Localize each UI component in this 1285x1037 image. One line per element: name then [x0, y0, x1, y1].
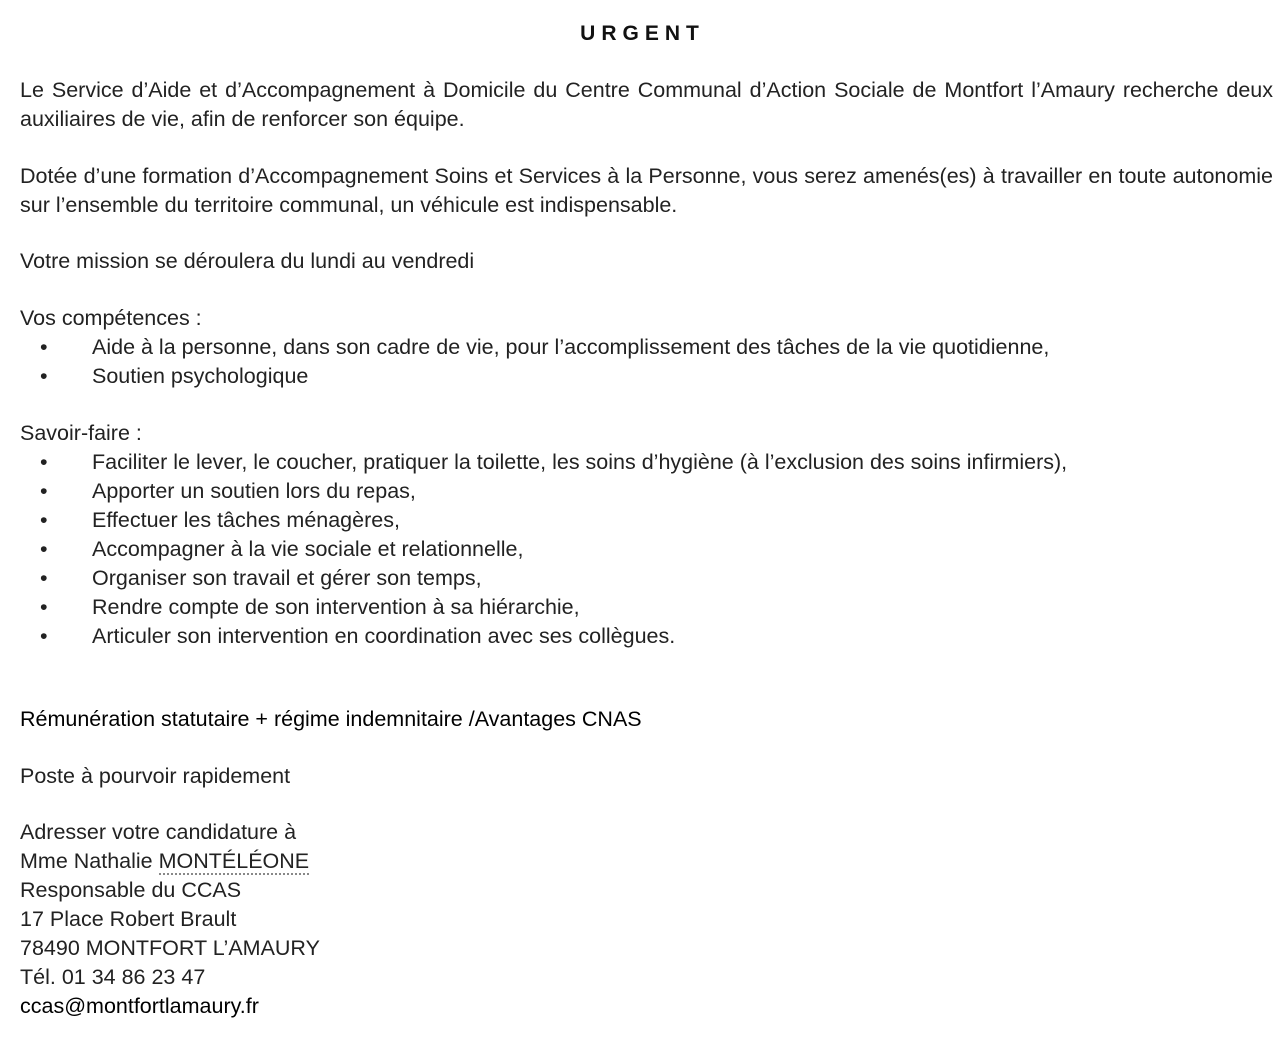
document-title: URGENT [580, 22, 705, 45]
bullet-icon: • [40, 508, 48, 532]
contact-block [20, 818, 1273, 1021]
contact-name: Mme Nathalie MONTÉLÉONE [20, 849, 310, 873]
list-item: • Effectuer les tâches ménagères, [20, 506, 1273, 535]
contact-email[interactable]: ccas@montfortlamaury.fr [20, 994, 259, 1018]
savoir-faire-heading: Savoir-faire : [20, 421, 142, 445]
bullet-icon: • [40, 450, 48, 474]
bullet-icon: • [40, 335, 48, 359]
skills-heading: Vos compétences : [20, 306, 202, 330]
list-item: • Aide à la personne, dans son cadre de vie, pour l’accomplissement des tâches de la vie quotidienne, [20, 333, 1273, 362]
bullet-icon: • [40, 364, 48, 388]
bullet-icon: • [40, 595, 48, 619]
contact-surname: MONTÉLÉONE [158, 849, 310, 873]
skills-list [20, 333, 1273, 391]
list-item: • Accompagner à la vie sociale et relationnelle, [20, 535, 1273, 564]
savoir-faire-list [20, 448, 1273, 651]
mission-paragraph: Votre mission se déroulera du lundi au vendredi [20, 249, 475, 273]
training-paragraph: Dotée d’une formation d’Accompagnement Soins et Services à la Personne, vous serez amenés(es) à travailler en toute autonomie sur l’ensemble du territoire communal, un véhicule est indispensable. [20, 164, 1273, 217]
skills-section [20, 304, 1273, 391]
bullet-icon: • [40, 479, 48, 503]
bullet-icon: • [40, 624, 48, 648]
contact-city: 78490 MONTFORT L’AMAURY [20, 936, 320, 960]
availability-line: Poste à pourvoir rapidement [20, 764, 291, 788]
bullet-icon: • [40, 566, 48, 590]
list-item: • Faciliter le lever, le coucher, pratiquer la toilette, les soins d’hygiène (à l’exclusion des soins infirmiers), [20, 448, 1273, 477]
list-item: • Rendre compte de son intervention à sa hiérarchie, [20, 593, 1273, 622]
list-item: • Organiser son travail et gérer son temps, [20, 564, 1273, 593]
intro-paragraph: Le Service d’Aide et d’Accompagnement à Domicile du Centre Communal d’Action Sociale de Montfort l’Amaury recherche deux auxiliaires de vie, afin de renforcer son équipe. [20, 78, 1273, 131]
list-item: • Apporter un soutien lors du repas, [20, 477, 1273, 506]
savoir-faire-section [20, 419, 1273, 651]
contact-intro: Adresser votre candidature à [20, 820, 297, 844]
bullet-icon: • [40, 537, 48, 561]
contact-role: Responsable du CCAS [20, 878, 242, 902]
remuneration-line: Rémunération statutaire + régime indemnitaire /Avantages CNAS [20, 707, 642, 731]
contact-street: 17 Place Robert Brault [20, 907, 237, 931]
list-item: • Articuler son intervention en coordination avec ses collègues. [20, 622, 1273, 651]
contact-phone: Tél. 01 34 86 23 47 [20, 965, 206, 989]
list-item: • Soutien psychologique [20, 362, 1273, 391]
